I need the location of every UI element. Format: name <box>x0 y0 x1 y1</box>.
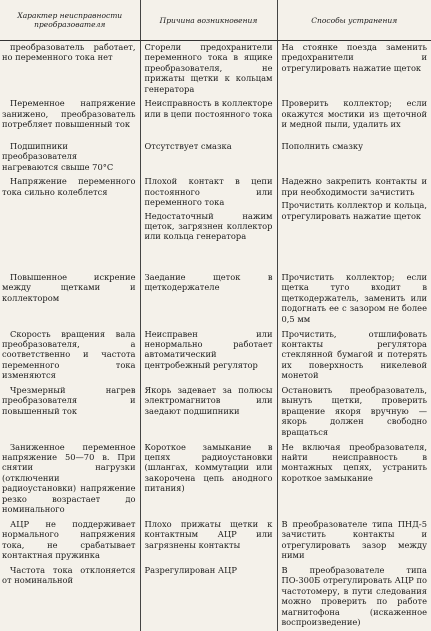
symptom-cell: Частота тока отклоняется от номинальной <box>2 564 136 586</box>
cause-cell <box>140 518 277 564</box>
symptom-cell: Чрезмерный нагрев преобразователя и повышенный ток <box>2 385 136 416</box>
header-remedy: Способы устранения <box>277 0 431 41</box>
remedy-cell <box>277 518 431 564</box>
remedy-cell <box>277 328 431 384</box>
remedy-text: Прочистить коллектор и кольца, отрегулировать нажатие щеток <box>281 200 427 221</box>
symptom-cell: Скорость вращения вала преобразователя, а соответственно и частота переменного тока изменяются <box>2 328 136 381</box>
header-cause: Причина возникновения <box>140 0 277 41</box>
cause-text: Заедание щеток в щеткодержателе <box>144 272 273 293</box>
table-row <box>0 384 431 440</box>
table-row <box>0 518 431 564</box>
cause-cell <box>140 564 277 631</box>
symptom-cell: Повышенное искрение между щетками и коллектором <box>2 272 136 303</box>
cause-text: Неисправен или ненормально работает автоматический центробежный регулятор <box>144 328 273 370</box>
remedy-cell <box>277 41 431 98</box>
table-row <box>0 41 431 98</box>
cause-cell <box>140 271 277 327</box>
cause-cell <box>140 328 277 384</box>
remedy-cell <box>277 140 431 176</box>
table-row <box>0 97 431 139</box>
remedy-text: Остановить преобразователь, вынуть щетки, проверить вращение якоря вручную — якорь должен свободно вращаться <box>281 385 427 437</box>
cause-text: Неисправность в коллекторе или в цепи постоянного тока <box>144 98 273 119</box>
remedy-text: Проверить коллектор; если окажутся мостики из щеточной и медной пыли, удалить их <box>281 98 427 130</box>
remedy-cell <box>277 441 431 518</box>
cause-text: Плохо прижаты щетки к контактным АЦР или загрязнены контакты <box>144 518 273 550</box>
cause-text: Отсутствует смазка <box>144 140 232 151</box>
remedy-cell <box>277 564 431 631</box>
remedy-text: На стоянке поезда заменить предохранители и отрегулировать нажатие щеток <box>281 42 427 73</box>
cause-cell <box>140 384 277 440</box>
symptom-cell: Подшипники преобразователя нагреваются свыше 70°С <box>2 140 114 172</box>
cause-cell <box>140 175 277 271</box>
symptom-cell: Заниженное переменное напряжение 50—70 в. При снятии нагрузки (отключении радиоустановки) напряжение резко возрастает до номинального <box>2 441 136 514</box>
table-row <box>0 140 431 176</box>
remedy-cell <box>277 175 431 271</box>
table-row <box>0 175 431 271</box>
cause-text: Короткое замыкание в цепях радиоустановки (шлангах, коммутации или закорочена цепь анодного питания) <box>144 441 273 494</box>
symptom-cell: Напряжение переменного тока сильно колеблется <box>2 176 136 197</box>
table-row <box>0 441 431 518</box>
remedy-text: В преобразователе типа ПО-300Б отрегулировать АЦР по частотомеру, в пути следования можно проверить по работе магнитофона (искаженное воспроизведение) <box>281 564 427 627</box>
remedy-text: Надежно закрепить контакты и при необходимости зачистить <box>281 176 427 197</box>
cause-cell <box>140 97 277 139</box>
table-body <box>0 41 431 631</box>
cause-cell <box>140 140 277 176</box>
cause-text: Разрегулирован АЦР <box>144 564 237 575</box>
cause-text: Сгорели предохранители переменного тока в ящике преобразователя, не прижаты щетки к кольцам генератора <box>144 42 273 94</box>
symptom-cell: АЦР не поддерживает нормального напряжения тока, не срабатывает контактная пружинка <box>2 518 136 561</box>
remedy-text: Не включая преобразователя, найти неисправность в монтажных цепях, устранить короткое замыкание <box>281 441 427 483</box>
cause-text: Якорь задевает за полюсы электромагнитов или заедают подшипники <box>144 385 273 416</box>
cause-cell <box>140 41 277 98</box>
symptom-cell: преобразователь работает, но переменного тока нет <box>2 42 136 63</box>
cause-text: Плохой контакт в цепи постоянного или переменного тока <box>144 176 273 208</box>
remedy-cell <box>277 384 431 440</box>
remedy-text: Пополнить смазку <box>281 140 363 151</box>
cause-text: Недостаточный нажим щеток, загрязнен коллектор или кольца генератора <box>144 210 273 242</box>
symptom-cell: Переменное напряжение занижено, преобразователь потребляет повышенный ток <box>2 98 136 130</box>
remedy-text: Прочистить коллектор; если щетка туго входит в щеткодержатель, заменить или подогнать ее с зазором не более 0,5 мм <box>281 272 427 324</box>
table-row <box>0 564 431 631</box>
table-header <box>0 0 431 41</box>
cause-cell <box>140 441 277 518</box>
remedy-text: Прочистить, отшлифовать контакты регулятора стеклянной бумагой и потерять их поверхность никелевой монетой <box>281 328 427 381</box>
table-row <box>0 271 431 327</box>
remedy-text: В преобразователе типа ПНД-5 зачистить контакты и отрегулировать зазор между ними <box>281 518 427 561</box>
header-symptom: Характер неисправности преобразователя <box>0 0 140 41</box>
remedy-cell <box>277 97 431 139</box>
remedy-cell <box>277 271 431 327</box>
table-row <box>0 328 431 384</box>
